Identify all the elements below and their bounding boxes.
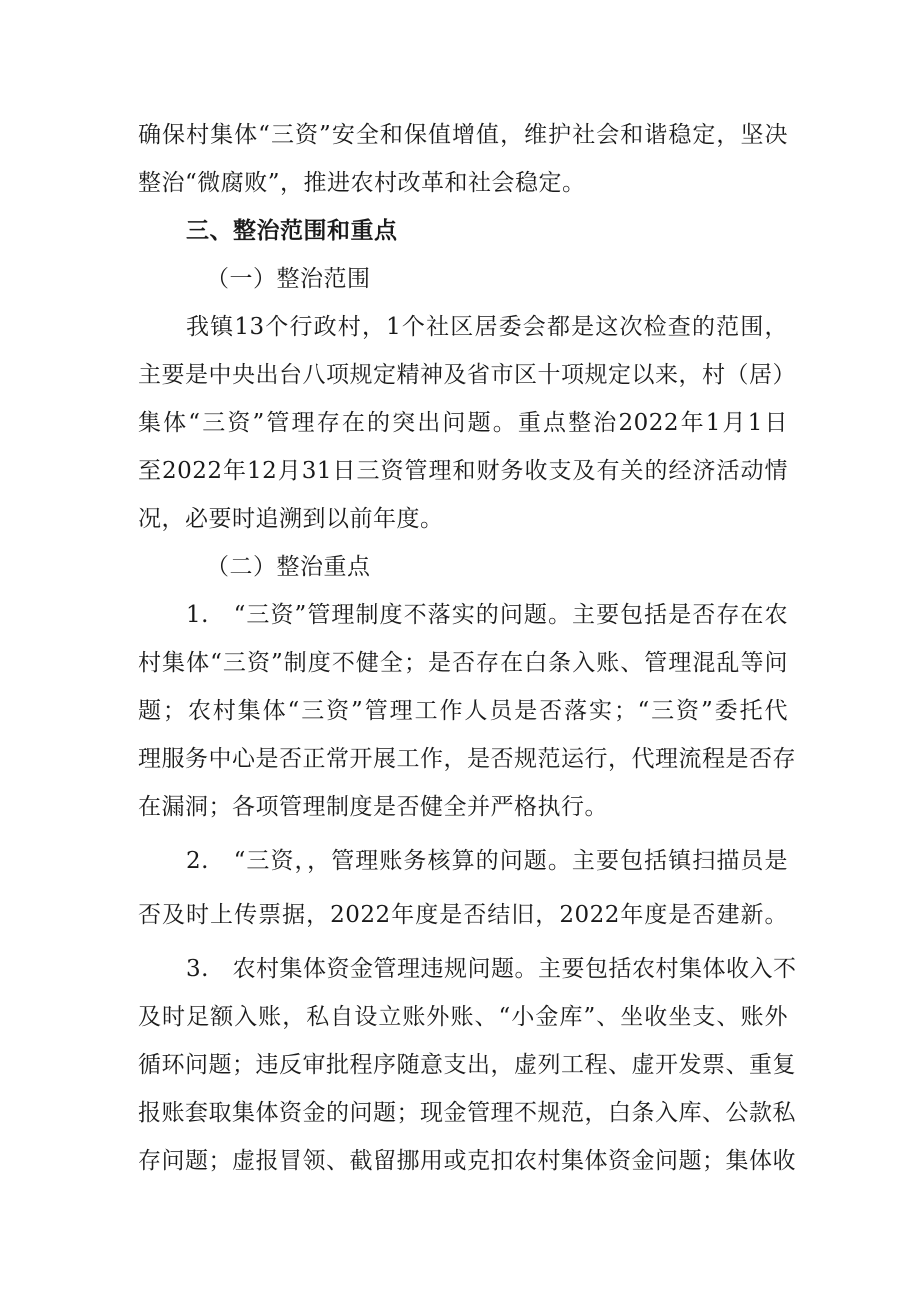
- paragraph-line: 题；农村集体“三资”管理工作人员是否落实；“三资”委托代: [138, 698, 788, 724]
- list-item-line: 2. “三资，，管理账务核算的问题。主要包括镇扫描员是: [186, 848, 788, 874]
- paragraph-line: 整治“微腐败”，推进农村改革和社会稳定。: [138, 170, 586, 196]
- paragraph-line: 集体“三资”管理存在的突出问题。重点整治2022年1月1日: [138, 410, 788, 436]
- paragraph-line: 在漏洞；各项管理制度是否健全并严格执行。: [138, 794, 608, 820]
- paragraph-line: 况，必要时追溯到以前年度。: [138, 506, 444, 532]
- list-item-line: 1. “三资”管理制度不落实的问题。主要包括是否存在农: [186, 602, 788, 628]
- section-heading: 三、整治范围和重点: [186, 218, 398, 244]
- paragraph-line: 我镇13个行政村，1个社区居委会都是这次检查的范围，: [186, 314, 788, 340]
- paragraph-line: 报账套取集体资金的问题；现金管理不规范，白条入库、公款私: [138, 1100, 796, 1126]
- paragraph-line: 确保村集体“三资”安全和保值增值，维护社会和谐稳定，坚决: [138, 122, 788, 148]
- paragraph-line: 至2022年12月31日三资管理和财务收支及有关的经济活动情: [138, 458, 788, 484]
- subsection-heading: （一）整治范围: [206, 266, 371, 292]
- paragraph-line: 循环问题；违反审批程序随意支出，虚列工程、虚开发票、重复: [138, 1052, 796, 1078]
- paragraph-line: 村集体“三资”制度不健全；是否存在白条入账、管理混乱等问: [138, 650, 788, 676]
- paragraph-line: 否及时上传票据，2022年度是否结旧，2022年度是否建新。: [138, 902, 788, 928]
- subsection-heading: （二）整治重点: [206, 554, 371, 580]
- paragraph-line: 主要是中央出台八项规定精神及省市区十项规定以来，村（居）: [138, 362, 796, 388]
- paragraph-line: 存问题；虚报冒领、截留挪用或克扣农村集体资金问题；集体收: [138, 1148, 796, 1174]
- paragraph-line: 及时足额入账，私自设立账外账、“小金库”、坐收坐支、账外: [138, 1004, 788, 1030]
- paragraph-line: 理服务中心是否正常开展工作，是否规范运行，代理流程是否存: [138, 746, 796, 772]
- list-item-line: 3. 农村集体资金管理违规问题。主要包括农村集体收入不: [186, 956, 797, 982]
